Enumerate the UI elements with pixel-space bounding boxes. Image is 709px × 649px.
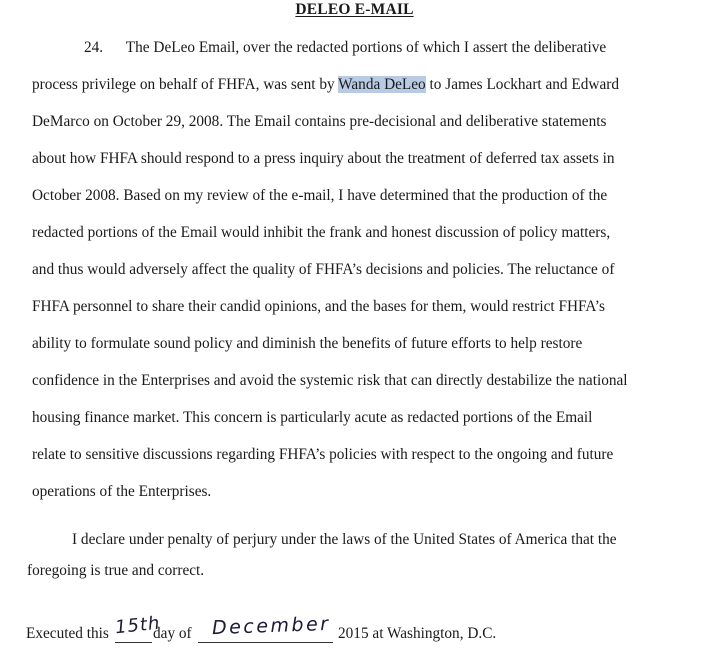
section-heading: DELEO E-MAIL <box>295 1 414 18</box>
paragraph-line: operations of the Enterprises. <box>32 483 212 500</box>
paragraph-line <box>32 76 619 94</box>
paragraph-line: 24. The DeLeo Email, over the redacted portions of which I assert the deliberative <box>84 39 607 56</box>
day-blank <box>115 642 152 643</box>
month-blank <box>198 642 333 643</box>
paragraph-line: confidence in the Enterprises and avoid the systemic risk that can directly destabilize the national <box>32 372 628 389</box>
handwritten-month: December <box>211 612 331 640</box>
handwritten-day: 15th <box>114 612 162 639</box>
paragraph-line: housing finance market. This concern is particularly acute as redacted portions of the Email <box>32 409 593 426</box>
executed-suffix: 2015 at Washington, D.C. <box>338 625 497 642</box>
paragraph-line: October 2008. Based on my review of the e-mail, I have determined that the production of the <box>32 187 608 204</box>
line-text: process privilege on behalf of FHFA, was sent by <box>32 76 339 93</box>
paragraph-line: ability to formulate sound policy and diminish the benefits of future efforts to help restore <box>32 335 583 352</box>
line-text: to James Lockhart and Edward <box>425 76 619 93</box>
executed-prefix: Executed this <box>26 625 109 642</box>
paragraph-line: FHFA personnel to share their candid opinions, and the bases for them, would restrict FHFA’s <box>32 298 605 315</box>
highlighted-name: Wanda DeLeo <box>338 76 426 93</box>
day-of-label: day of <box>153 625 192 642</box>
paragraph-line: I declare under penalty of perjury under the laws of the United States of America that the <box>72 531 617 548</box>
paragraph-line: about how FHFA should respond to a press inquiry about the treatment of deferred tax assets in <box>32 150 615 167</box>
paragraph-line: redacted portions of the Email would inhibit the frank and honest discussion of policy matters, <box>32 224 611 241</box>
paragraph-line: foregoing is true and correct. <box>27 562 205 579</box>
paragraph-line: and thus would adversely affect the quality of FHFA’s decisions and policies. The reluctance of <box>32 261 615 278</box>
paragraph-line: relate to sensitive discussions regarding FHFA’s policies with respect to the ongoing and future <box>32 446 614 463</box>
paragraph-line: DeMarco on October 29, 2008. The Email contains pre-decisional and deliberative statements <box>32 113 607 130</box>
